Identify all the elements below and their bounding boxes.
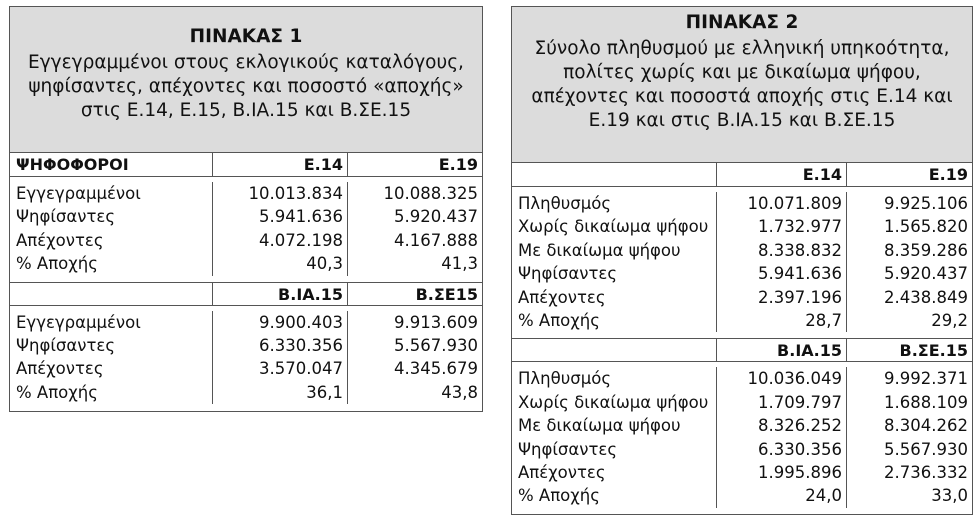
table-1-header-row	[10, 153, 482, 177]
table-1-caption-line: Εγγεγραμμένοι στους εκλογικούς καταλόγους,	[28, 52, 464, 73]
row-label: Εγγεγραμμένοι	[16, 312, 141, 332]
row-label: Απέχοντες	[518, 462, 606, 482]
row-label: Ψηφίσαντες	[518, 439, 617, 459]
row-value: 29,2	[846, 309, 972, 332]
row-label: Απέχοντες	[16, 359, 104, 379]
row-label: Πληθυσμός	[518, 369, 612, 389]
table-2-title	[512, 7, 972, 163]
row-value: 33,0	[846, 484, 972, 507]
row-value: 1.709.797	[716, 391, 846, 414]
table-row	[10, 182, 482, 205]
column-header-voters: ΨΗΦΟΦΟΡΟΙ	[16, 155, 129, 174]
table-2-caption-line: απέχοντες και ποσοστά αποχής στις Ε.14 και	[531, 86, 953, 107]
row-label: Απέχοντες	[518, 287, 606, 307]
table-row	[10, 381, 482, 404]
row-value: 10.071.809	[716, 192, 846, 215]
row-label: Ψηφίσαντες	[16, 207, 115, 227]
table-1-header-row-2	[10, 282, 482, 306]
table-1-heading: ΠΙΝΑΚΑΣ 1	[189, 26, 303, 47]
table-row	[512, 461, 972, 484]
table-2-header-row-2	[512, 338, 972, 362]
row-value: 4.345.679	[347, 357, 482, 380]
row-value: 5.567.930	[846, 438, 972, 461]
table-row	[512, 309, 972, 332]
table-2-block-1	[512, 187, 972, 338]
row-label: Με δικαίωμα ψήφου	[518, 240, 681, 260]
row-value: 5.920.437	[846, 262, 972, 285]
row-value: 1.732.977	[716, 215, 846, 238]
row-label: Απέχοντες	[16, 230, 104, 250]
table-row	[512, 286, 972, 309]
column-header-empty	[512, 339, 716, 361]
row-value: 6.330.356	[716, 438, 846, 461]
table-2-header-row	[512, 163, 972, 187]
row-value: 24,0	[716, 484, 846, 507]
row-value: 5.941.636	[212, 205, 347, 228]
table-row	[512, 192, 972, 215]
row-value: 4.072.198	[212, 229, 347, 252]
column-header-bse15: Β.ΣΕ.15	[846, 339, 972, 361]
row-label: Χωρίς δικαίωμα ψήφου	[518, 392, 709, 412]
table-row	[10, 311, 482, 334]
table-row	[512, 414, 972, 437]
row-value: 41,3	[347, 252, 482, 275]
table-1-caption-line: ψηφίσαντες, απέχοντες και ποσοστό «αποχής»	[28, 76, 464, 97]
table-1-block-2	[10, 306, 482, 411]
row-label: Χωρίς δικαίωμα ψήφου	[518, 217, 709, 237]
table-2-caption-line: Σύνολο πληθυσμού με ελληνική υπηκοότητα,	[534, 38, 950, 59]
row-value: 2.438.849	[846, 286, 972, 309]
row-value: 8.304.262	[846, 414, 972, 437]
table-1-title	[10, 7, 482, 153]
table-2-caption-line: πολίτες χωρίς και με δικαίωμα ψήφου,	[563, 62, 921, 83]
row-label: % Αποχής	[518, 310, 600, 330]
column-header-e19: Ε.19	[846, 163, 972, 186]
table-2-heading: ΠΙΝΑΚΑΣ 2	[685, 12, 799, 33]
table-row	[10, 252, 482, 275]
row-value: 3.570.047	[212, 357, 347, 380]
table-row	[512, 239, 972, 262]
row-value: 1.688.109	[846, 391, 972, 414]
row-value: 43,8	[347, 381, 482, 404]
table-row	[512, 484, 972, 507]
table-row	[10, 357, 482, 380]
column-header-e14: Ε.14	[212, 153, 347, 176]
row-value: 2.736.332	[846, 461, 972, 484]
table-row	[512, 438, 972, 461]
row-label: Πληθυσμός	[518, 194, 612, 213]
column-header-bia15: Β.ΙΑ.15	[716, 339, 846, 361]
row-value: 5.567.930	[347, 334, 482, 357]
column-header-empty	[10, 283, 212, 305]
column-header-e14: Ε.14	[716, 163, 846, 186]
row-label: % Αποχής	[16, 254, 98, 274]
row-value: 9.900.403	[212, 311, 347, 334]
column-header-e19: Ε.19	[347, 153, 482, 176]
row-label: Ψηφίσαντες	[518, 264, 617, 284]
table-row	[10, 229, 482, 252]
table-2	[511, 6, 973, 515]
row-value: 36,1	[212, 381, 347, 404]
row-value: 28,7	[716, 309, 846, 332]
table-row	[512, 215, 972, 238]
table-row	[512, 367, 972, 390]
row-value: 2.397.196	[716, 286, 846, 309]
row-value: 8.338.832	[716, 239, 846, 262]
column-header-empty	[512, 163, 716, 186]
row-value: 5.920.437	[347, 205, 482, 228]
table-1-block-1	[10, 177, 482, 282]
column-header-bse15: Β.ΣΕ15	[347, 283, 482, 305]
table-row	[512, 262, 972, 285]
row-label: % Αποχής	[16, 382, 98, 402]
table-1-caption-line: στις Ε.14, Ε.15, Β.ΙΑ.15 και Β.ΣΕ.15	[80, 100, 412, 121]
column-header-bia15: Β.ΙΑ.15	[212, 283, 347, 305]
row-label: % Αποχής	[518, 486, 600, 506]
row-value: 9.992.371	[846, 367, 972, 390]
table-1	[9, 6, 483, 412]
row-value: 9.913.609	[347, 311, 482, 334]
row-label: Με δικαίωμα ψήφου	[518, 416, 681, 436]
row-label: Ψηφίσαντες	[16, 335, 115, 355]
table-row	[10, 205, 482, 228]
table-row	[10, 334, 482, 357]
row-value: 10.013.834	[212, 182, 347, 205]
row-value: 8.359.286	[846, 239, 972, 262]
row-value: 9.925.106	[846, 192, 972, 215]
row-value: 10.088.325	[347, 182, 482, 205]
row-value: 1.565.820	[846, 215, 972, 238]
table-row	[512, 391, 972, 414]
row-value: 4.167.888	[347, 229, 482, 252]
row-value: 8.326.252	[716, 414, 846, 437]
row-value: 6.330.356	[212, 334, 347, 357]
row-value: 40,3	[212, 252, 347, 275]
table-2-block-2	[512, 362, 972, 513]
row-value: 10.036.049	[716, 367, 846, 390]
row-value: 5.941.636	[716, 262, 846, 285]
table-2-caption-line: Ε.19 και στις Β.ΙΑ.15 και Β.ΣΕ.15	[588, 110, 896, 131]
row-label: Εγγεγραμμένοι	[16, 184, 141, 203]
row-value: 1.995.896	[716, 461, 846, 484]
